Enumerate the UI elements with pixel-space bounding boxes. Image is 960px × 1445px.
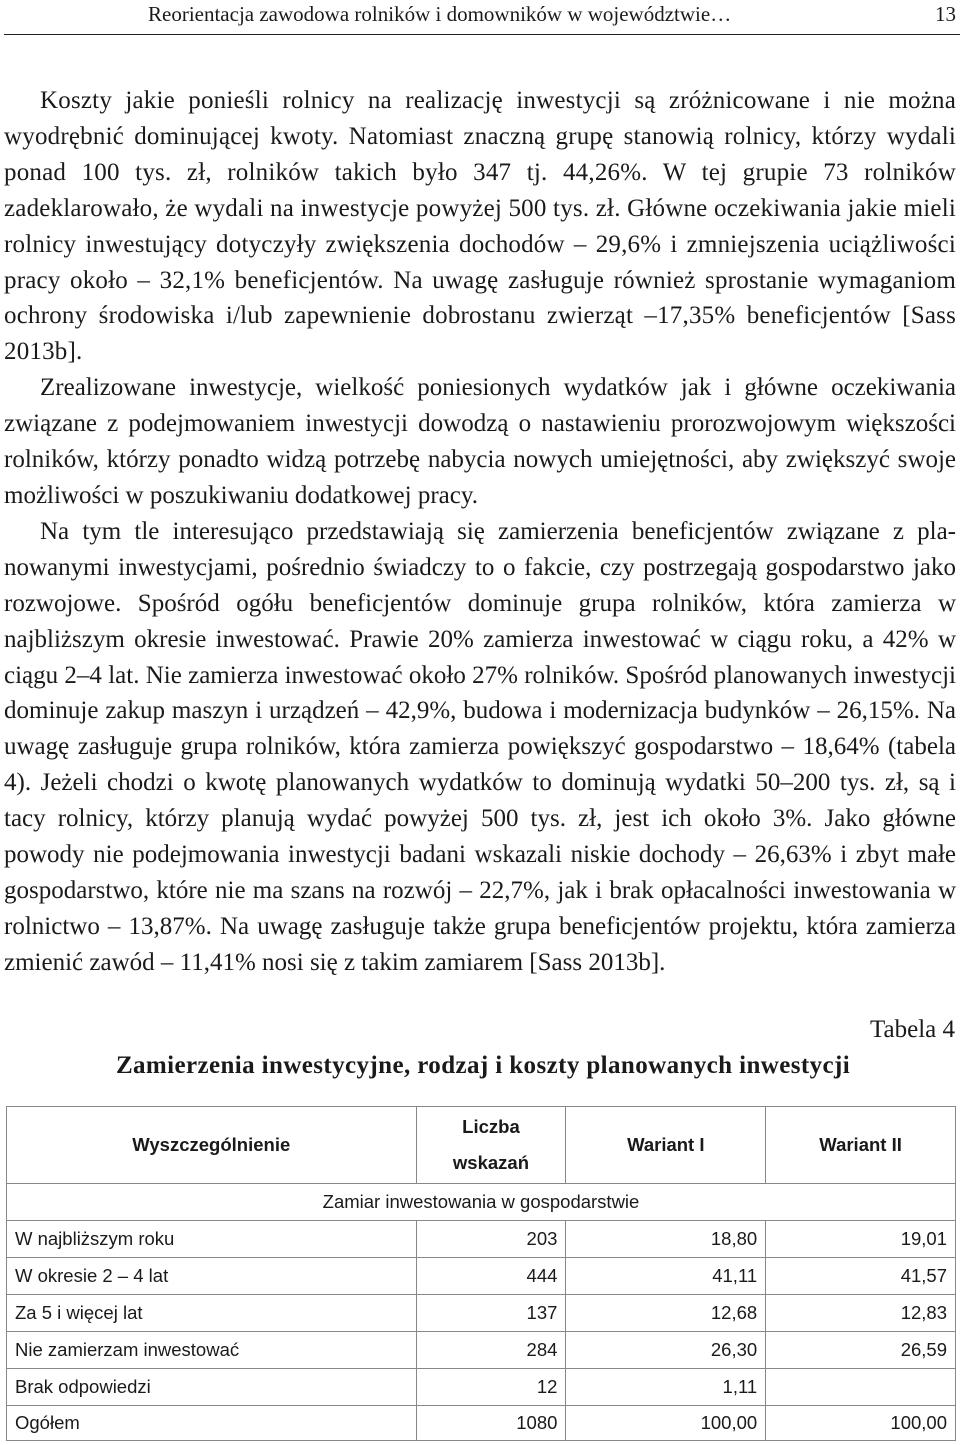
- header-cell-wariant-2: Wariant II: [766, 1107, 956, 1184]
- row-count: 444: [416, 1258, 566, 1295]
- row-wariant-2: 19,01: [766, 1221, 956, 1258]
- table-title: Zamierzenia inwestycyjne, rodzaj i koszty planowanych inwestycji: [115, 1052, 851, 1079]
- page-number: 13: [935, 2, 956, 26]
- row-wariant-1: 26,30: [566, 1332, 766, 1369]
- total-wariant-1: 100,00: [566, 1406, 766, 1441]
- total-count: 1080: [416, 1406, 566, 1441]
- row-label: W najbliższym roku: [7, 1221, 417, 1258]
- paragraph-2: Zrealizowane inwestycje, wielkość poniesionych wydatków jak i główne oczekiwania związane z podejmowaniem inwestycji dowodzą o nastawieniu prorozwojowym większości rolników, którzy ponadto widzą potrzebę nabycia nowych umiejętności, aby zwiększyć swoje możliwości w poszukiwaniu dodatkowej pracy.: [4, 374, 956, 509]
- row-count: 203: [416, 1221, 566, 1258]
- table-row: [7, 1258, 956, 1295]
- table-total-row: [7, 1406, 956, 1441]
- section-title: Zamiar inwestowania w gospodarstwie: [7, 1184, 956, 1221]
- row-label: W okresie 2 – 4 lat: [7, 1258, 417, 1295]
- row-count: 284: [416, 1332, 566, 1369]
- row-wariant-1: 41,11: [566, 1258, 766, 1295]
- table-number: Tabela 4: [869, 1016, 955, 1043]
- header-cell-wariant-1: Wariant I: [566, 1107, 766, 1184]
- header-cell-wyszczegolnienie: Wyszczególnienie: [7, 1107, 417, 1184]
- paragraph-3: Na tym tle interesująco przedstawiają się zamierzenia beneficjentów związane z planowanymi inwestycjami, pośrednio świadczy to o fakcie, czy postrzegają gospodarstwo jako rozwojowe. Spośród ogółu beneficjentów dominuje grupa rolników, która zamierza w najbliższym okresie inwestować. Prawie 20% zamierza inwestować w ciągu roku, a 42% w ciągu 2–4 lat. Nie zamierza inwestować około 27% rolników. Spośród planowanych inwestycji dominuje zakup maszyn i urządzeń – 42,9%, budowa i modernizacja budynków – 26,15%. Na uwagę zasługuje grupa rolników, która zamierza powiększyć gospodarstwo – 18,64% (tabela 4). Jeżeli chodzi o kwotę planowanych wydatków to dominują wydatki 50–200 tys. zł, są i tacy rolnicy, którzy planują wydać powyżej 500 tys. zł, jest ich około 3%. Jako główne powody nie podejmowania inwestycji badani wskazali niskie dochody – 26,63% i zbyt małe gospodarstwo, które nie ma szans na rozwój – 22,7%, jak i brak opłacalności inwestowania w rolnictwo – 13,87%. Na uwagę zasługuje także grupa beneficjentów projektu, która zamierza zmienić zawód – 11,41% nosi się z takim zamiarem [Sass 2013b].: [4, 517, 956, 976]
- header-cell-wskazan: wskazań: [452, 1152, 530, 1173]
- table-header-row: [7, 1107, 956, 1184]
- row-label: Za 5 i więcej lat: [7, 1295, 417, 1332]
- investment-table: [6, 1106, 956, 1441]
- row-count: 137: [416, 1295, 566, 1332]
- row-wariant-2: 12,83: [766, 1295, 956, 1332]
- running-header-title: Reorientacja zawodowa rolników i domowników w województwie…: [148, 2, 732, 26]
- header-cell-liczba: Liczba: [462, 1116, 520, 1137]
- table-row: [7, 1221, 956, 1258]
- row-label: Brak odpowiedzi: [7, 1369, 417, 1406]
- row-wariant-2: 41,57: [766, 1258, 956, 1295]
- table-row: [7, 1295, 956, 1332]
- body-text: [4, 83, 956, 981]
- header-cell-liczba-wskazan: [416, 1107, 566, 1184]
- row-count: 12: [416, 1369, 566, 1406]
- table-row: [7, 1369, 956, 1406]
- table-row: [7, 1332, 956, 1369]
- row-wariant-2: [766, 1369, 956, 1406]
- table-section-row: [7, 1184, 956, 1221]
- total-wariant-2: 100,00: [766, 1406, 956, 1441]
- row-wariant-1: 18,80: [566, 1221, 766, 1258]
- running-header: [0, 0, 960, 40]
- paragraph-1: Koszty jakie ponieśli rolnicy na realizację inwestycji są zróżnicowane i nie można wyodrębnić dominującej kwoty. Natomiast znaczną grupę stanowią rolnicy, którzy wydali ponad 100 tys. zł, rolników takich było 347 tj. 44,26%. W tej grupie 73 rolników zadeklarowało, że wydali na inwestycje powyżej 500 tys. zł. Główne oczekiwania jakie mieli rolnicy inwestujący dotyczyły zwiększenia dochodów – 29,6% i zmniejszenia uciążliwości pracy około – 32,1% beneficjentów. Na uwagę zasługuje również sprostanie wymaganiom ochrony środowiska i/lub zapewnienie dobrostanu zwierząt –17,35% beneficjentów [Sass 2013b].: [4, 87, 956, 366]
- header-divider: [4, 34, 960, 35]
- row-label: Nie zamierzam inwestować: [7, 1332, 417, 1369]
- row-wariant-1: 1,11: [566, 1369, 766, 1406]
- row-wariant-2: 26,59: [766, 1332, 956, 1369]
- row-wariant-1: 12,68: [566, 1295, 766, 1332]
- total-label: Ogółem: [7, 1406, 417, 1441]
